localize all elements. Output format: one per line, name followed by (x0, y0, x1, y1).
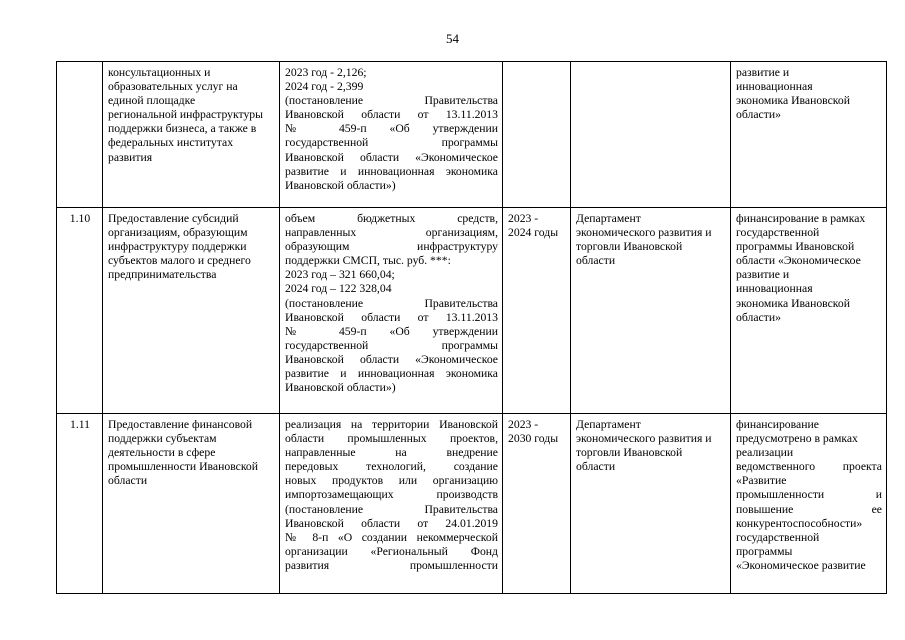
indicator-line: развития промышленности (285, 558, 498, 572)
action-line: поддержки субъектам (108, 432, 217, 446)
indicator-line: области промышленных проектов, (285, 432, 498, 446)
indicator-line: Ивановской области от 13.11.2013 (285, 310, 498, 324)
row-number: 1.10 (69, 212, 91, 225)
executor-cell (571, 62, 731, 208)
financing-line: экономика Ивановской (736, 296, 850, 310)
indicator-line: государственной программы (285, 338, 498, 352)
measures-table (56, 61, 887, 594)
action-cell (103, 414, 280, 594)
indicator-line: направленных организациям, (285, 226, 498, 240)
executor-line: торговли Ивановской (576, 446, 683, 460)
indicator-line: развитие и инновационная экономика (285, 164, 498, 178)
indicator-line: поддержки СМСП, тыс. руб. ***: (285, 254, 451, 268)
financing-line: программы (736, 544, 793, 558)
indicator-cell (280, 414, 503, 594)
financing-line: промышленности и (736, 488, 882, 502)
indicator-line: государственной программы (285, 136, 498, 150)
indicator-line: передовых технологий, создание (285, 460, 498, 474)
financing-line: финансирование (736, 418, 819, 431)
financing-cell (731, 414, 887, 594)
action-line: деятельности в сфере (108, 446, 216, 460)
indicator-cell (280, 208, 503, 414)
row-number-cell (57, 62, 103, 208)
financing-line: области» (736, 108, 781, 122)
indicator-line: 2023 год – 321 660,04; (285, 268, 395, 282)
financing-line: повышение ее (736, 502, 882, 516)
action-line: региональной инфраструктуры (108, 108, 264, 122)
term-line: 2023 - (508, 212, 539, 225)
action-line: области (108, 474, 148, 488)
indicator-line: направленные на внедрение (285, 446, 498, 460)
financing-line: «Экономическое развитие (736, 558, 866, 572)
term-cell (503, 414, 571, 594)
executor-line: области (576, 254, 616, 268)
indicator-line: развитие и инновационная экономика (285, 367, 498, 381)
financing-cell (731, 62, 887, 208)
financing-line: развитие и (736, 66, 790, 79)
executor-line: экономического развития и (576, 226, 712, 240)
indicator-line: (постановление Правительства (285, 296, 498, 310)
financing-line: финансирование в рамках (736, 212, 866, 225)
indicator-line: реализация на территории Ивановской (285, 418, 498, 431)
table-row (57, 208, 887, 414)
executor-line: экономического развития и (576, 432, 712, 446)
indicator-line: 2024 год - 2,399 (285, 80, 364, 94)
indicator-line: Ивановской области от 24.01.2019 (285, 516, 498, 530)
financing-line: программы Ивановской (736, 240, 855, 254)
financing-line: государственной (736, 226, 820, 240)
indicator-line: 2024 год – 122 328,04 (285, 282, 392, 296)
action-line: образовательных услуг на (108, 80, 238, 94)
action-line: федеральных институтах (108, 136, 234, 150)
financing-cell (731, 208, 887, 414)
executor-cell (571, 414, 731, 594)
indicator-line: 2023 год - 2,126; (285, 66, 367, 79)
indicator-line: образующим инфраструктуру (285, 240, 498, 254)
row-number: 1.11 (69, 418, 91, 431)
financing-line: реализации (736, 446, 794, 460)
indicator-line: (постановление Правительства (285, 502, 498, 516)
executor-line: области (576, 460, 616, 474)
row-number-cell (57, 414, 103, 594)
term-line: 2023 - (508, 418, 539, 431)
indicator-line: Ивановской области «Экономическое (285, 150, 498, 164)
indicator-line: Ивановской области от 13.11.2013 (285, 108, 498, 122)
financing-line: экономика Ивановской (736, 94, 850, 108)
action-line: поддержки бизнеса, а также в (108, 122, 257, 136)
financing-line: конкурентоспособности» (736, 516, 863, 530)
table-row (57, 414, 887, 594)
action-line: промышленности Ивановской (108, 460, 259, 474)
executor-line: Департамент (576, 212, 641, 225)
page-number: 54 (446, 31, 459, 46)
indicator-line: объем бюджетных средств, (285, 212, 498, 225)
indicator-line: № 459-п «Об утверждении (285, 324, 498, 338)
indicator-line: № 459-п «Об утверждении (285, 122, 498, 136)
row-number-cell (57, 208, 103, 414)
action-line: Предоставление финансовой (108, 418, 253, 431)
financing-line: ведомственного проекта (736, 460, 882, 474)
action-line: инфраструктуру поддержки (108, 240, 247, 254)
financing-line: государственной (736, 530, 820, 544)
indicator-line: импортозамещающих производств (285, 488, 498, 502)
term-cell (503, 62, 571, 208)
indicator-line: новых продуктов или организацию (285, 474, 498, 488)
action-line: консультационных и (108, 66, 211, 79)
action-line: предпринимательства (108, 268, 217, 282)
financing-line: области» (736, 310, 781, 324)
table-row (57, 62, 887, 208)
action-line: организациям, образующим (108, 226, 248, 240)
action-cell (103, 62, 280, 208)
indicator-cell (280, 62, 503, 208)
term-line: 2030 годы (508, 432, 559, 446)
term-cell (503, 208, 571, 414)
action-line: субъектов малого и среднего (108, 254, 251, 268)
term-line: 2024 годы (508, 226, 559, 240)
executor-line: Департамент (576, 418, 641, 431)
financing-line: инновационная (736, 80, 813, 94)
executor-line: торговли Ивановской (576, 240, 683, 254)
financing-line: «Развитие (736, 474, 787, 488)
financing-line: развитие и (736, 268, 790, 282)
indicator-line: Ивановской области «Экономическое (285, 352, 498, 366)
action-line: развития (108, 150, 153, 164)
indicator-line: Ивановской области») (285, 381, 396, 395)
financing-line: инновационная (736, 282, 813, 296)
indicator-line: (постановление Правительства (285, 94, 498, 108)
financing-line: области «Экономическое (736, 254, 861, 268)
indicator-line: № 8-п «О создании некоммерческой (285, 530, 498, 544)
action-line: Предоставление субсидий (108, 212, 239, 225)
indicator-line: Ивановской области») (285, 178, 396, 192)
financing-line: предусмотрено в рамках (736, 432, 858, 446)
executor-cell (571, 208, 731, 414)
indicator-line: организации «Региональный Фонд (285, 544, 498, 558)
action-line: единой площадке (108, 94, 196, 108)
action-cell (103, 208, 280, 414)
